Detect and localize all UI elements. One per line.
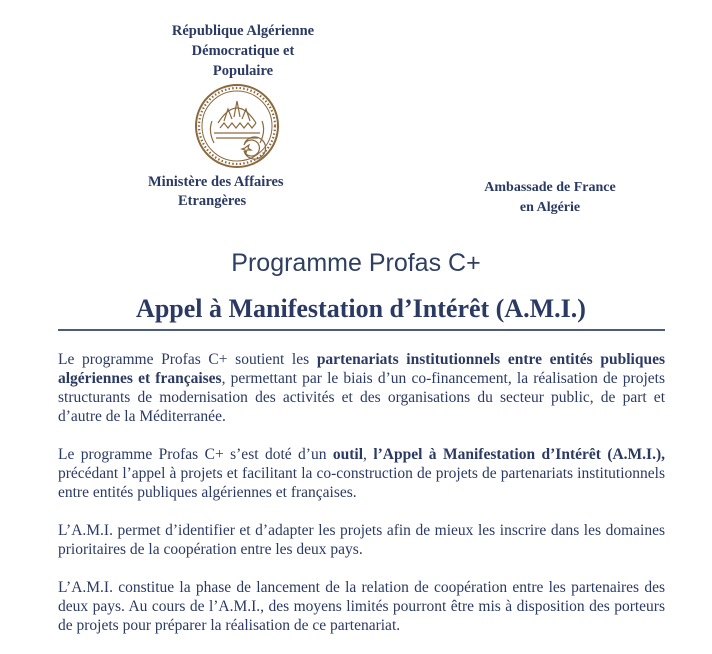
republic-line-1: République Algérienne [171,23,315,39]
p2-bold-tool: outil [332,446,364,463]
embassy-line-2: en Algérie [519,200,581,215]
algeria-seal-icon [194,83,280,169]
p1-text-a: Le programme Profas C+ soutient les [58,351,317,368]
p2-text-a: Le programme Profas C+ s’est doté d’un [58,446,333,463]
ministry-header [148,173,328,211]
paragraph-3: L’A.M.I. permet d’identifier et d’adapter les projets afin de mieux les inscrire dans les domaines prioritaires de la coopération entre les deux pays. [58,522,665,558]
embassy-line-1: Ambassade de France [484,180,616,195]
document-body [58,350,665,654]
p2-bold-ami: l’Appel à Manifestation d’Intérêt (A.M.I.), [373,446,665,463]
title-divider [58,329,665,331]
paragraph-2 [58,445,665,502]
p2-text-e: précédant l’appel à projets et facilitant la co-construction de projets de partenariats institutionnels entre entités publiques algériennes et françaises. [58,465,665,501]
ministry-line-1: Ministère des Affaires [148,174,284,190]
republic-line-3: Populaire [212,63,274,79]
p2-text-c: , [363,446,374,463]
p1-bold: partenariats institutionnels entre entités publiques algériennes et françaises [58,351,665,387]
ministry-line-2: Etrangères [178,193,247,209]
embassy-header [462,178,638,218]
ami-title: Appel à Manifestation d’Intérêt (A.M.I.) [136,294,586,323]
program-title: Programme Profas C+ [231,249,481,277]
paragraph-4: L’A.M.I. constitue la phase de lancement de la relation de coopération entre les partenaires des deux pays. Au cours de l’A.M.I., des moyens limités pourront être mis à disposition des porteurs de projets pour préparer la réalisation de ce partenariat. [58,579,665,634]
republic-line-2: Démocratique et [191,43,295,59]
p1-text-c: , permettant par le biais d’un co-financement, la réalisation de projets structurants de modernisation des activités et des organisations du secteur public, de part et d’autre de la Méditerranée. [58,370,665,425]
paragraph-1 [58,350,665,426]
republic-header [140,21,346,81]
